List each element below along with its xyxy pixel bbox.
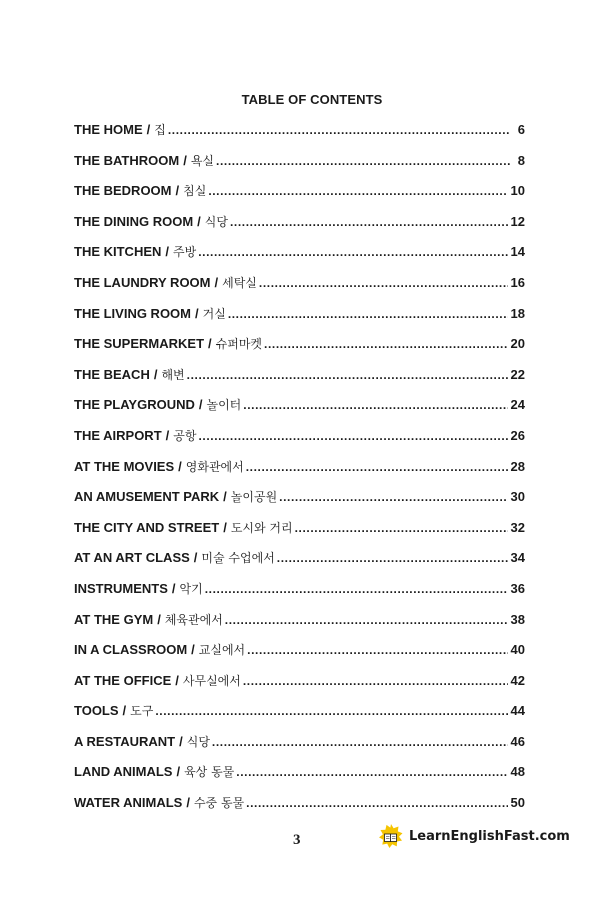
toc-entry-leader-dots [246, 796, 507, 810]
toc-entry-korean: 도구 [130, 704, 154, 719]
toc-entry-leader-dots [230, 215, 508, 229]
toc-entry [74, 152, 525, 183]
toc-entry-leader-dots [225, 613, 508, 627]
toc-entry-english: THE BEACH [74, 366, 150, 382]
toc-entry-english: THE LIVING ROOM [74, 305, 191, 321]
toc-entry-english: INSTRUMENTS [74, 580, 168, 596]
toc-entry-korean: 악기 [179, 581, 203, 596]
toc-entry-leader-dots [216, 154, 510, 168]
toc-entry [74, 335, 525, 366]
toc-entry [74, 488, 525, 519]
toc-entry-leader-dots [208, 184, 507, 198]
toc-entry-korean: 식당 [186, 734, 210, 749]
toc-entry [74, 366, 525, 397]
toc-entry-leader-dots [243, 398, 507, 412]
toc-entry-page-number: 12 [510, 213, 525, 229]
toc-entry-leader-dots [279, 490, 507, 504]
toc-entry-korean: 사무실에서 [182, 673, 241, 688]
toc-entry-page-number: 42 [510, 672, 525, 688]
toc-entry-korean: 세탁실 [222, 275, 257, 290]
toc-entry-korean: 영화관에서 [185, 459, 244, 474]
toc-entry [74, 763, 525, 794]
toc-entry-page-number: 44 [510, 703, 525, 719]
toc-entry-english: LAND ANIMALS [74, 764, 173, 780]
page-title: TABLE OF CONTENTS [241, 92, 383, 107]
toc-entry-page-number: 26 [510, 427, 525, 443]
table-of-contents [74, 121, 525, 825]
toc-entry-separator: / [175, 672, 179, 688]
toc-entry-leader-dots [198, 245, 507, 259]
toc-entry-separator: / [214, 274, 219, 290]
toc-entry [74, 458, 525, 489]
page-number: 3 [293, 832, 301, 848]
toc-entry-english: THE CITY AND STREET [74, 519, 220, 535]
toc-entry-separator: / [223, 519, 227, 535]
toc-entry-korean: 식당 [204, 214, 228, 229]
toc-entry-korean: 놀이공원 [230, 490, 278, 505]
toc-entry-english: THE SUPERMARKET [74, 336, 205, 352]
toc-entry-leader-dots [155, 704, 507, 718]
toc-entry-leader-dots [247, 643, 507, 657]
toc-entry [74, 121, 525, 152]
toc-entry [74, 305, 525, 336]
toc-entry-page-number: 20 [510, 336, 525, 352]
toc-entry-page-number: 32 [510, 519, 525, 535]
toc-entry-english: AT AN ART CLASS [74, 550, 190, 566]
toc-entry-separator: / [153, 366, 158, 382]
toc-entry-leader-dots [243, 674, 508, 688]
toc-entry [74, 733, 525, 764]
toc-entry-korean: 집 [154, 123, 166, 137]
toc-entry-page-number: 14 [510, 244, 525, 260]
toc-entry [74, 243, 525, 274]
toc-entry [74, 794, 525, 825]
toc-entry-korean: 도시와 거리 [230, 520, 293, 535]
toc-entry [74, 641, 525, 672]
toc-entry [74, 702, 525, 733]
toc-entry-korean: 체육관에서 [164, 612, 223, 627]
toc-entry [74, 427, 525, 458]
toc-entry-separator: / [208, 336, 212, 352]
toc-entry-korean: 놀이터 [206, 398, 242, 413]
toc-entry [74, 213, 525, 244]
toc-entry-korean: 욕실 [190, 153, 215, 168]
toc-entry-page-number: 6 [517, 122, 525, 137]
toc-entry-leader-dots [212, 735, 508, 749]
toc-entry-page-number: 34 [510, 550, 525, 566]
toc-entry-separator: / [165, 244, 170, 260]
toc-entry-english: THE PLAYGROUND [74, 397, 195, 413]
toc-entry-separator: / [195, 305, 199, 321]
toc-entry-separator: / [122, 703, 127, 719]
toc-entry [74, 580, 525, 611]
toc-entry-english: THE LAUNDRY ROOM [74, 274, 211, 290]
toc-entry-leader-dots [168, 123, 510, 137]
toc-entry-leader-dots [277, 551, 508, 565]
toc-entry-english: IN A CLASSROOM [74, 642, 188, 658]
toc-entry-korean: 수중 동물 [193, 796, 245, 811]
toc-entry-page-number: 16 [510, 274, 525, 290]
toc-entry-leader-dots [236, 765, 507, 779]
toc-entry-page-number: 36 [510, 580, 525, 596]
toc-entry-separator: / [176, 764, 181, 780]
toc-entry-leader-dots [205, 582, 508, 596]
toc-entry [74, 672, 525, 703]
toc-entry-english: AT THE MOVIES [74, 458, 175, 474]
toc-entry-page-number: 22 [510, 366, 525, 382]
toc-entry-english: AT THE GYM [74, 611, 154, 627]
toc-entry-english: AN AMUSEMENT PARK [74, 489, 220, 505]
toc-entry-separator: / [175, 183, 180, 199]
toc-entry-page-number: 30 [510, 489, 525, 505]
toc-entry-korean: 미술 수업에서 [201, 551, 275, 566]
toc-entry-korean: 해변 [161, 367, 185, 382]
toc-entry-english: WATER ANIMALS [74, 795, 183, 811]
brand-name: LearnEnglishFast.com [409, 828, 570, 844]
toc-entry-separator: / [183, 152, 187, 168]
toc-entry-korean: 침실 [183, 184, 207, 199]
toc-entry-leader-dots [228, 307, 508, 321]
toc-entry-separator: / [223, 489, 227, 505]
toc-entry-korean: 주방 [173, 245, 197, 260]
toc-entry-korean: 슈퍼마켓 [215, 337, 263, 352]
toc-entry-leader-dots [187, 368, 508, 382]
toc-entry-separator: / [165, 427, 170, 443]
toc-entry-separator: / [193, 550, 198, 566]
brand-footer [379, 824, 570, 848]
toc-entry-english: THE AIRPORT [74, 427, 162, 443]
toc-entry-korean: 거실 [202, 306, 226, 321]
toc-entry-leader-dots [198, 429, 507, 443]
toc-entry-english: THE KITCHEN [74, 244, 162, 260]
toc-entry-separator: / [198, 397, 203, 413]
toc-entry-separator: / [178, 458, 182, 474]
toc-entry-english: A RESTAURANT [74, 733, 176, 749]
toc-entry-page-number: 46 [510, 733, 525, 749]
toc-entry-separator: / [171, 580, 176, 596]
toc-entry-separator: / [146, 122, 151, 137]
book-logo-icon [379, 824, 403, 848]
toc-entry [74, 396, 525, 427]
toc-entry-english: TOOLS [74, 703, 119, 719]
toc-entry-page-number: 10 [510, 183, 525, 199]
toc-entry-separator: / [179, 733, 183, 749]
toc-entry-separator: / [191, 642, 195, 658]
toc-entry-english: AT THE OFFICE [74, 672, 172, 688]
toc-entry [74, 611, 525, 642]
toc-entry-page-number: 24 [510, 397, 525, 413]
toc-entry-korean: 육상 동물 [184, 765, 235, 780]
toc-entry-page-number: 48 [510, 764, 525, 780]
toc-entry-english: THE BEDROOM [74, 183, 172, 199]
toc-entry [74, 549, 525, 580]
toc-entry-page-number: 28 [510, 458, 525, 474]
toc-entry-korean: 교실에서 [198, 643, 246, 658]
toc-entry-leader-dots [264, 337, 508, 351]
toc-entry [74, 519, 525, 550]
toc-entry-leader-dots [295, 521, 508, 535]
toc-entry-english: THE HOME [74, 122, 143, 137]
toc-entry-page-number: 38 [510, 611, 525, 627]
toc-entry-english: THE DINING ROOM [74, 213, 194, 229]
toc-entry-page-number: 18 [510, 305, 525, 321]
toc-entry-separator: / [186, 795, 190, 811]
toc-entry-leader-dots [259, 276, 508, 290]
toc-entry-separator: / [157, 611, 161, 627]
toc-entry [74, 274, 525, 305]
toc-entry-korean: 공항 [173, 428, 197, 443]
toc-entry-separator: / [197, 213, 201, 229]
toc-entry-page-number: 40 [510, 642, 525, 658]
toc-entry-leader-dots [246, 460, 508, 474]
toc-entry-english: THE BATHROOM [74, 152, 180, 168]
toc-entry [74, 182, 525, 213]
toc-entry-page-number: 50 [510, 795, 525, 811]
toc-entry-page-number: 8 [517, 152, 525, 168]
